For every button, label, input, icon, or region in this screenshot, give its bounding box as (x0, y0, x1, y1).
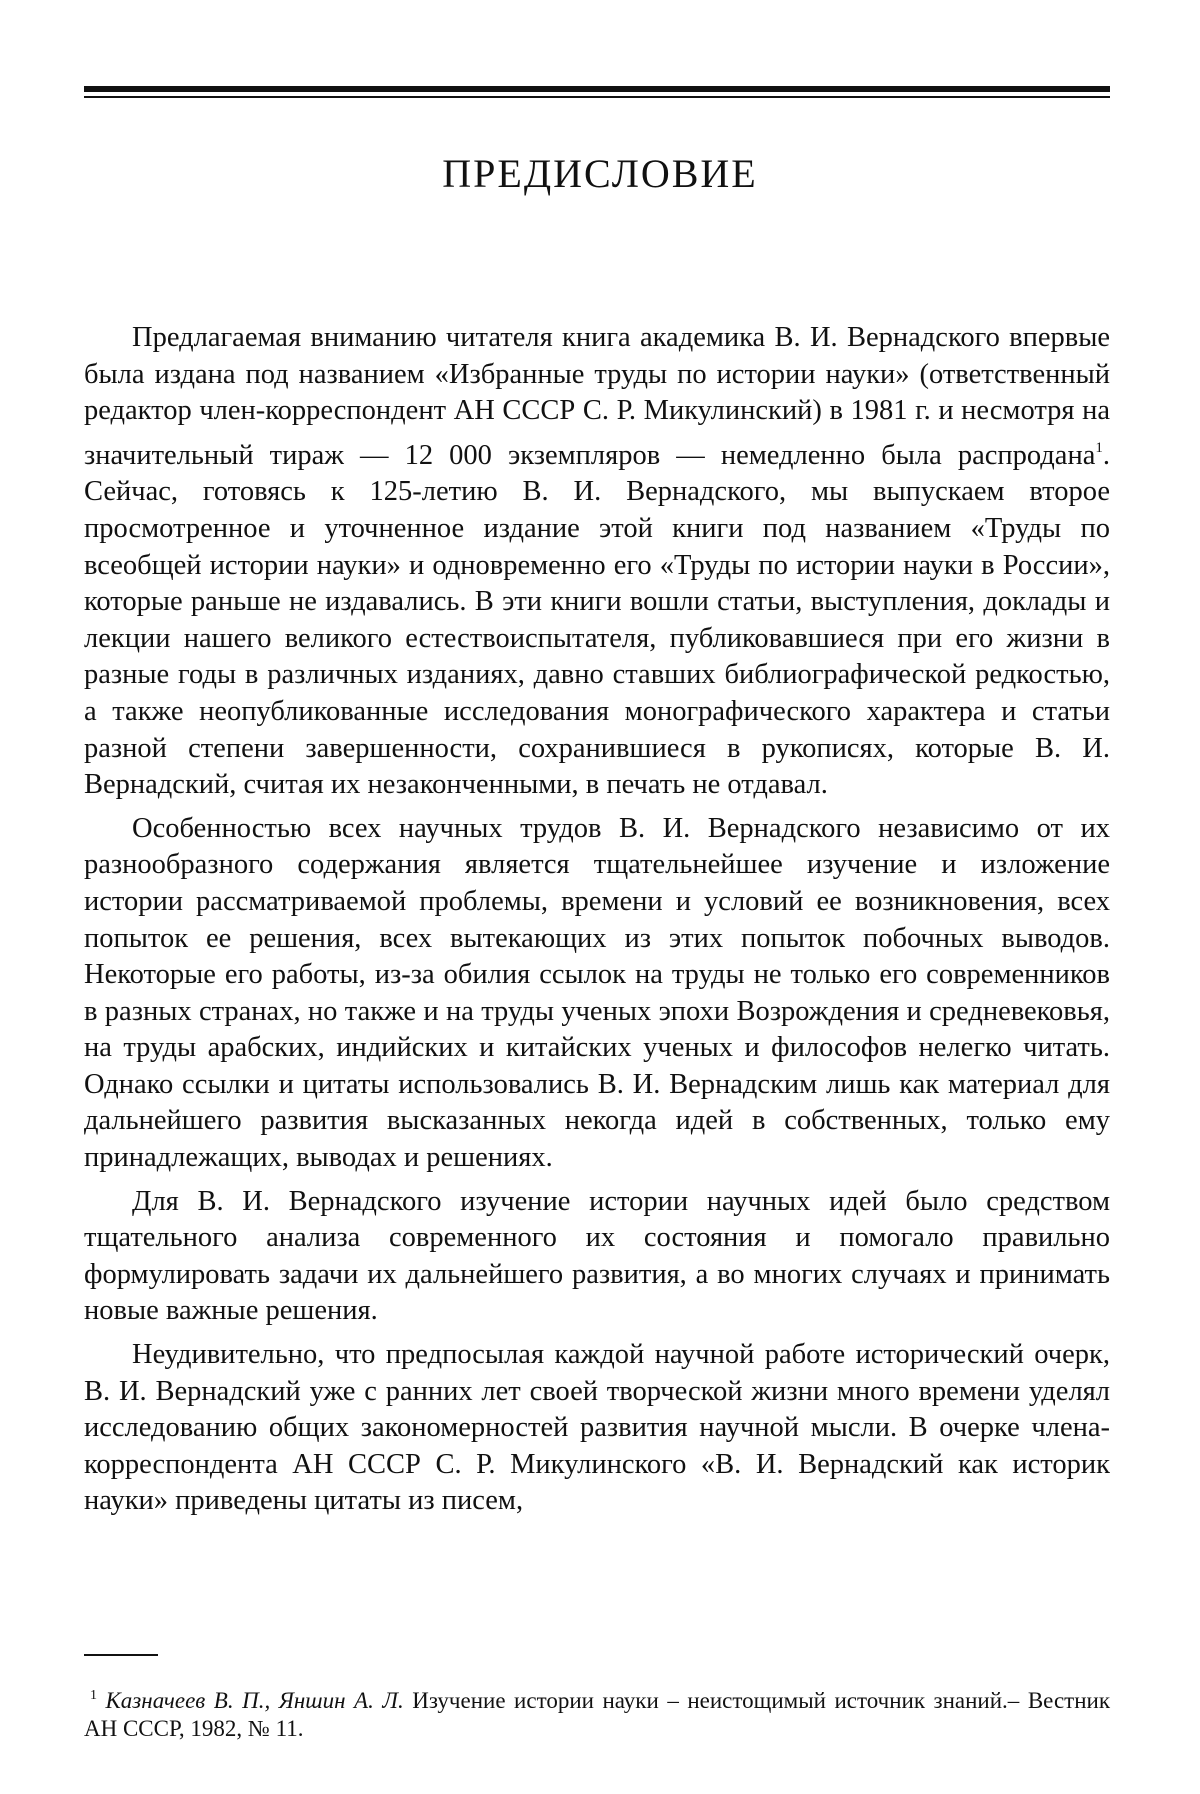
paragraph-4: Неудивительно, что предпосылая каждой научной работе исторический очерк, В. И. Вернадский уже с ранних лет своей творческой жизни много времени уделял исследованию общих закономерностей развития научной мысли. В очерке члена-корреспондента АН СССР С. Р. Микулинского «В. И. Вернадский как историк науки» приведены цитаты из писем, (84, 1339, 1110, 1517)
paragraph-1 (84, 320, 1110, 804)
footnote-text: Изучение истории науки – неистощимый источник знаний.– Вестник АН СССР, 1982, № 11. (84, 1688, 1110, 1741)
footnote-authors: Казначеев В. П., Яншин А. Л. (105, 1688, 404, 1713)
header-rule-thick (84, 86, 1110, 92)
body-text (84, 320, 1110, 1527)
paragraph-3: Для В. И. Вернадского изучение истории научных идей было средством тщательного анализа современного их состояния и помогало правильно формулировать задачи их дальнейшего развития, а во многих случаях и принимать новые важные решения. (84, 1185, 1110, 1327)
footnote (84, 1682, 1110, 1743)
page-title: ПРЕДИСЛОВИЕ (442, 151, 758, 196)
footnote-rule (84, 1654, 158, 1656)
footnote-mark: 1 (90, 1688, 97, 1703)
paragraph-2: Особенностью всех научных трудов В. И. Вернадского независимо от их разнообразного содержания является тщательнейшее изучение и изложение истории рассматриваемой проблемы, времени и условий ее возникновения, всех попыток ее решения, всех вытекающих из этих попыток побочных выводов. Некоторые его работы, из-за обилия ссылок на труды не только его современников в разных странах, но также и на труды ученых эпохи Возрождения и средневековья, на труды арабских, индийских и китайских ученых и философов нелегко читать. Однако ссылки и цитаты использовались В. И. Вернадским лишь как материал для дальнейшего развития высказанных некогда идей в собственных, только ему принадлежащих, выводах и решениях. (84, 812, 1110, 1174)
footnote-reference: 1 (1095, 439, 1103, 456)
paragraph-1-text-continued: . Сейчас, готовясь к 125-летию В. И. Вернадского, мы выпускаем второе просмотренное и уточненное издание этой книги под названием «Труды по всеобщей истории науки» и одновременно его «Труды по истории науки в России», которые раньше не издавались. В эти книги вошли статьи, выступления, доклады и лекции нашего великого естествоиспытателя, публиковавшиеся при его жизни в разные годы в различных изданиях, давно ставших библиографической редкостью, а также неопубликованные исследования монографического характера и статьи разной степени завершенности, сохранившиеся в рукописях, которые В. И. Вернадский, считая их незаконченными, в печать не отдавал. (84, 439, 1110, 801)
header-rule-thin (84, 96, 1110, 98)
paragraph-1-text: Предлагаемая вниманию читателя книга академика В. И. Вернадского впервые была издана под названием «Избранные труды по истории науки» (ответственный редактор член-корреспондент АН СССР С. Р. Микулинский) в 1981 г. и несмотря на значительный тираж — 12 000 экземпляров — немедленно была распродана (84, 322, 1110, 471)
